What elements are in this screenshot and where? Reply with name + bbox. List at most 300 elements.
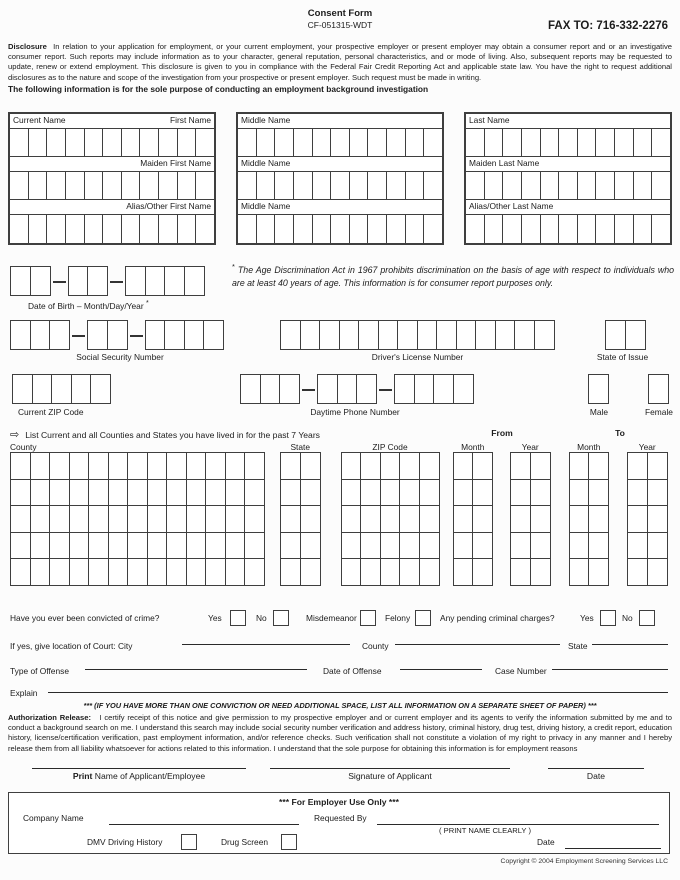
- char-box[interactable]: [399, 479, 420, 507]
- char-box[interactable]: [280, 452, 301, 480]
- char-box[interactable]: [627, 532, 648, 560]
- char-box[interactable]: [588, 558, 609, 586]
- char-box[interactable]: [405, 129, 424, 156]
- char-box[interactable]: [293, 129, 312, 156]
- char-box[interactable]: [651, 129, 670, 156]
- char-box[interactable]: [367, 129, 386, 156]
- char-box[interactable]: [10, 266, 31, 296]
- char-box[interactable]: [588, 505, 609, 533]
- char-box[interactable]: [186, 479, 207, 507]
- char-box[interactable]: [633, 129, 652, 156]
- char-box[interactable]: [274, 215, 293, 243]
- char-box[interactable]: [102, 129, 121, 156]
- char-box[interactable]: [244, 452, 265, 480]
- char-box[interactable]: [300, 320, 321, 350]
- char-box[interactable]: [125, 266, 146, 296]
- char-box[interactable]: [484, 215, 503, 243]
- char-box[interactable]: [530, 479, 551, 507]
- char-box[interactable]: [177, 215, 196, 243]
- char-box[interactable]: [49, 558, 70, 586]
- char-box[interactable]: [380, 479, 401, 507]
- char-box[interactable]: [108, 505, 129, 533]
- char-box[interactable]: [87, 266, 108, 296]
- signature-date-field[interactable]: Date: [548, 768, 644, 781]
- char-box[interactable]: [399, 452, 420, 480]
- char-box[interactable]: [419, 505, 440, 533]
- char-box[interactable]: [540, 172, 559, 199]
- char-box[interactable]: [108, 479, 129, 507]
- char-box[interactable]: [577, 215, 596, 243]
- char-box[interactable]: [195, 172, 214, 199]
- char-box[interactable]: [184, 320, 205, 350]
- char-box[interactable]: [588, 532, 609, 560]
- char-box[interactable]: [166, 479, 187, 507]
- char-box[interactable]: [577, 129, 596, 156]
- char-box[interactable]: [10, 479, 31, 507]
- char-box[interactable]: [46, 215, 65, 243]
- char-box[interactable]: [108, 558, 129, 586]
- char-box[interactable]: [28, 172, 47, 199]
- char-box[interactable]: [164, 266, 185, 296]
- char-box[interactable]: [127, 558, 148, 586]
- char-box[interactable]: [139, 215, 158, 243]
- char-box[interactable]: [158, 129, 177, 156]
- drug-screen-checkbox[interactable]: [281, 834, 297, 850]
- char-box[interactable]: [10, 129, 28, 156]
- char-box[interactable]: [569, 558, 590, 586]
- char-box[interactable]: [453, 479, 474, 507]
- char-box[interactable]: [647, 479, 668, 507]
- char-box[interactable]: [405, 172, 424, 199]
- char-box[interactable]: [300, 532, 321, 560]
- char-box[interactable]: [225, 558, 246, 586]
- char-box[interactable]: [166, 558, 187, 586]
- male-checkbox[interactable]: [588, 374, 609, 404]
- char-box[interactable]: [10, 172, 28, 199]
- char-box[interactable]: [466, 215, 484, 243]
- char-box[interactable]: [627, 558, 648, 586]
- convicted-yes-checkbox[interactable]: [230, 610, 246, 626]
- char-box[interactable]: [225, 505, 246, 533]
- char-box[interactable]: [177, 172, 196, 199]
- char-box[interactable]: [88, 452, 109, 480]
- char-box[interactable]: [69, 558, 90, 586]
- char-box[interactable]: [380, 558, 401, 586]
- char-box[interactable]: [419, 558, 440, 586]
- char-box[interactable]: [244, 558, 265, 586]
- char-box[interactable]: [360, 505, 381, 533]
- char-box[interactable]: [49, 505, 70, 533]
- char-box[interactable]: [577, 172, 596, 199]
- char-box[interactable]: [147, 452, 168, 480]
- char-box[interactable]: [87, 320, 108, 350]
- char-box[interactable]: [514, 320, 535, 350]
- char-box[interactable]: [139, 172, 158, 199]
- misdemeanor-checkbox[interactable]: [360, 610, 376, 626]
- char-box[interactable]: [147, 505, 168, 533]
- char-box[interactable]: [495, 320, 516, 350]
- char-box[interactable]: [337, 374, 358, 404]
- char-box[interactable]: [300, 558, 321, 586]
- char-box[interactable]: [484, 172, 503, 199]
- employer-date-blank[interactable]: [565, 839, 661, 849]
- char-box[interactable]: [521, 215, 540, 243]
- char-box[interactable]: [69, 532, 90, 560]
- dmv-checkbox[interactable]: [181, 834, 197, 850]
- char-box[interactable]: [225, 479, 246, 507]
- char-box[interactable]: [30, 479, 51, 507]
- char-box[interactable]: [647, 558, 668, 586]
- char-box[interactable]: [647, 532, 668, 560]
- char-box[interactable]: [49, 452, 70, 480]
- char-box[interactable]: [358, 320, 379, 350]
- char-box[interactable]: [397, 320, 418, 350]
- char-box[interactable]: [108, 452, 129, 480]
- char-box[interactable]: [205, 479, 226, 507]
- char-box[interactable]: [28, 129, 47, 156]
- char-box[interactable]: [453, 532, 474, 560]
- char-box[interactable]: [423, 172, 442, 199]
- char-box[interactable]: [49, 479, 70, 507]
- char-box[interactable]: [127, 505, 148, 533]
- char-box[interactable]: [466, 129, 484, 156]
- char-box[interactable]: [51, 374, 72, 404]
- char-box[interactable]: [317, 374, 338, 404]
- felony-checkbox[interactable]: [415, 610, 431, 626]
- char-box[interactable]: [145, 320, 166, 350]
- char-box[interactable]: [625, 320, 646, 350]
- char-box[interactable]: [121, 172, 140, 199]
- char-box[interactable]: [69, 452, 90, 480]
- char-box[interactable]: [300, 505, 321, 533]
- char-box[interactable]: [90, 374, 111, 404]
- char-box[interactable]: [186, 558, 207, 586]
- char-box[interactable]: [341, 452, 362, 480]
- char-box[interactable]: [319, 320, 340, 350]
- char-box[interactable]: [225, 532, 246, 560]
- char-box[interactable]: [30, 266, 51, 296]
- char-box[interactable]: [399, 532, 420, 560]
- char-box[interactable]: [88, 558, 109, 586]
- char-box[interactable]: [186, 452, 207, 480]
- court-state-blank[interactable]: [592, 635, 668, 645]
- char-box[interactable]: [147, 532, 168, 560]
- char-box[interactable]: [139, 129, 158, 156]
- char-box[interactable]: [186, 532, 207, 560]
- char-box[interactable]: [595, 172, 614, 199]
- char-box[interactable]: [453, 452, 474, 480]
- char-box[interactable]: [419, 532, 440, 560]
- char-box[interactable]: [330, 215, 349, 243]
- char-box[interactable]: [521, 129, 540, 156]
- char-box[interactable]: [164, 320, 185, 350]
- char-box[interactable]: [330, 172, 349, 199]
- char-box[interactable]: [69, 505, 90, 533]
- char-box[interactable]: [240, 374, 261, 404]
- char-box[interactable]: [145, 266, 166, 296]
- char-box[interactable]: [588, 452, 609, 480]
- char-box[interactable]: [69, 479, 90, 507]
- char-box[interactable]: [46, 129, 65, 156]
- char-box[interactable]: [274, 129, 293, 156]
- char-box[interactable]: [356, 374, 377, 404]
- char-box[interactable]: [30, 452, 51, 480]
- signature-field[interactable]: Signature of Applicant: [270, 768, 510, 781]
- char-box[interactable]: [614, 172, 633, 199]
- char-box[interactable]: [484, 129, 503, 156]
- char-box[interactable]: [534, 320, 555, 350]
- char-box[interactable]: [367, 215, 386, 243]
- char-box[interactable]: [367, 172, 386, 199]
- char-box[interactable]: [510, 505, 531, 533]
- char-box[interactable]: [244, 532, 265, 560]
- female-checkbox[interactable]: [648, 374, 669, 404]
- char-box[interactable]: [417, 320, 438, 350]
- char-box[interactable]: [312, 129, 331, 156]
- char-box[interactable]: [614, 215, 633, 243]
- char-box[interactable]: [68, 266, 89, 296]
- char-box[interactable]: [453, 374, 474, 404]
- char-box[interactable]: [453, 505, 474, 533]
- char-box[interactable]: [595, 215, 614, 243]
- char-box[interactable]: [472, 558, 493, 586]
- char-box[interactable]: [184, 266, 205, 296]
- char-box[interactable]: [405, 215, 424, 243]
- char-box[interactable]: [588, 479, 609, 507]
- char-box[interactable]: [177, 129, 196, 156]
- char-box[interactable]: [203, 320, 224, 350]
- char-box[interactable]: [102, 215, 121, 243]
- char-box[interactable]: [10, 505, 31, 533]
- char-box[interactable]: [121, 215, 140, 243]
- char-box[interactable]: [10, 320, 31, 350]
- char-box[interactable]: [341, 532, 362, 560]
- char-box[interactable]: [102, 172, 121, 199]
- char-box[interactable]: [595, 129, 614, 156]
- char-box[interactable]: [423, 215, 442, 243]
- char-box[interactable]: [158, 215, 177, 243]
- char-box[interactable]: [540, 129, 559, 156]
- char-box[interactable]: [341, 558, 362, 586]
- char-box[interactable]: [633, 215, 652, 243]
- char-box[interactable]: [65, 215, 84, 243]
- explain-blank[interactable]: [48, 683, 668, 693]
- char-box[interactable]: [166, 505, 187, 533]
- char-box[interactable]: [158, 172, 177, 199]
- char-box[interactable]: [540, 215, 559, 243]
- char-box[interactable]: [49, 532, 70, 560]
- char-box[interactable]: [399, 505, 420, 533]
- char-box[interactable]: [30, 532, 51, 560]
- char-box[interactable]: [502, 129, 521, 156]
- requested-by-blank[interactable]: [377, 815, 659, 825]
- char-box[interactable]: [360, 558, 381, 586]
- char-box[interactable]: [195, 129, 214, 156]
- char-box[interactable]: [147, 558, 168, 586]
- char-box[interactable]: [647, 505, 668, 533]
- char-box[interactable]: [510, 479, 531, 507]
- char-box[interactable]: [127, 532, 148, 560]
- char-box[interactable]: [569, 479, 590, 507]
- char-box[interactable]: [256, 129, 275, 156]
- char-box[interactable]: [386, 215, 405, 243]
- char-box[interactable]: [71, 374, 92, 404]
- char-box[interactable]: [127, 479, 148, 507]
- char-box[interactable]: [341, 505, 362, 533]
- char-box[interactable]: [28, 215, 47, 243]
- char-box[interactable]: [510, 558, 531, 586]
- char-box[interactable]: [386, 172, 405, 199]
- char-box[interactable]: [65, 172, 84, 199]
- char-box[interactable]: [530, 505, 551, 533]
- char-box[interactable]: [205, 452, 226, 480]
- company-name-blank[interactable]: [109, 815, 299, 825]
- char-box[interactable]: [453, 558, 474, 586]
- char-box[interactable]: [312, 172, 331, 199]
- char-box[interactable]: [627, 505, 648, 533]
- char-box[interactable]: [530, 558, 551, 586]
- char-box[interactable]: [558, 215, 577, 243]
- char-box[interactable]: [32, 374, 53, 404]
- char-box[interactable]: [280, 505, 301, 533]
- char-box[interactable]: [378, 320, 399, 350]
- char-box[interactable]: [647, 452, 668, 480]
- char-box[interactable]: [360, 479, 381, 507]
- char-box[interactable]: [330, 129, 349, 156]
- char-box[interactable]: [279, 374, 300, 404]
- char-box[interactable]: [530, 532, 551, 560]
- char-box[interactable]: [419, 479, 440, 507]
- char-box[interactable]: [238, 172, 256, 199]
- char-box[interactable]: [84, 215, 103, 243]
- char-box[interactable]: [360, 452, 381, 480]
- char-box[interactable]: [349, 129, 368, 156]
- offense-type-blank[interactable]: [85, 660, 307, 670]
- char-box[interactable]: [108, 532, 129, 560]
- char-box[interactable]: [380, 452, 401, 480]
- char-box[interactable]: [12, 374, 33, 404]
- char-box[interactable]: [88, 532, 109, 560]
- pending-yes-checkbox[interactable]: [600, 610, 616, 626]
- char-box[interactable]: [10, 215, 28, 243]
- char-box[interactable]: [569, 452, 590, 480]
- char-box[interactable]: [166, 452, 187, 480]
- char-box[interactable]: [510, 532, 531, 560]
- char-box[interactable]: [502, 172, 521, 199]
- char-box[interactable]: [472, 452, 493, 480]
- char-box[interactable]: [10, 532, 31, 560]
- char-box[interactable]: [238, 215, 256, 243]
- char-box[interactable]: [423, 129, 442, 156]
- char-box[interactable]: [530, 452, 551, 480]
- char-box[interactable]: [256, 215, 275, 243]
- char-box[interactable]: [651, 215, 670, 243]
- char-box[interactable]: [558, 129, 577, 156]
- char-box[interactable]: [244, 505, 265, 533]
- char-box[interactable]: [49, 320, 70, 350]
- char-box[interactable]: [300, 479, 321, 507]
- court-county-blank[interactable]: [395, 635, 560, 645]
- char-box[interactable]: [84, 129, 103, 156]
- char-box[interactable]: [293, 215, 312, 243]
- char-box[interactable]: [380, 505, 401, 533]
- char-box[interactable]: [280, 532, 301, 560]
- char-box[interactable]: [386, 129, 405, 156]
- char-box[interactable]: [312, 215, 331, 243]
- char-box[interactable]: [30, 320, 51, 350]
- char-box[interactable]: [205, 505, 226, 533]
- char-box[interactable]: [419, 452, 440, 480]
- char-box[interactable]: [360, 532, 381, 560]
- char-box[interactable]: [10, 452, 31, 480]
- char-box[interactable]: [633, 172, 652, 199]
- char-box[interactable]: [244, 479, 265, 507]
- char-box[interactable]: [84, 172, 103, 199]
- char-box[interactable]: [300, 452, 321, 480]
- char-box[interactable]: [107, 320, 128, 350]
- char-box[interactable]: [127, 452, 148, 480]
- char-box[interactable]: [380, 532, 401, 560]
- pending-no-checkbox[interactable]: [639, 610, 655, 626]
- char-box[interactable]: [65, 129, 84, 156]
- court-city-blank[interactable]: [182, 635, 350, 645]
- char-box[interactable]: [349, 215, 368, 243]
- char-box[interactable]: [10, 558, 31, 586]
- case-number-blank[interactable]: [552, 660, 668, 670]
- char-box[interactable]: [280, 479, 301, 507]
- char-box[interactable]: [399, 558, 420, 586]
- char-box[interactable]: [558, 172, 577, 199]
- offense-date-blank[interactable]: [400, 660, 482, 670]
- char-box[interactable]: [627, 479, 648, 507]
- char-box[interactable]: [225, 452, 246, 480]
- char-box[interactable]: [280, 558, 301, 586]
- char-box[interactable]: [293, 172, 312, 199]
- char-box[interactable]: [205, 532, 226, 560]
- char-box[interactable]: [569, 505, 590, 533]
- char-box[interactable]: [614, 129, 633, 156]
- char-box[interactable]: [46, 172, 65, 199]
- char-box[interactable]: [339, 320, 360, 350]
- char-box[interactable]: [280, 320, 301, 350]
- char-box[interactable]: [502, 215, 521, 243]
- char-box[interactable]: [436, 320, 457, 350]
- char-box[interactable]: [205, 558, 226, 586]
- char-box[interactable]: [456, 320, 477, 350]
- char-box[interactable]: [238, 129, 256, 156]
- char-box[interactable]: [195, 215, 214, 243]
- char-box[interactable]: [472, 479, 493, 507]
- convicted-no-checkbox[interactable]: [273, 610, 289, 626]
- char-box[interactable]: [414, 374, 435, 404]
- char-box[interactable]: [121, 129, 140, 156]
- char-box[interactable]: [260, 374, 281, 404]
- char-box[interactable]: [605, 320, 626, 350]
- char-box[interactable]: [521, 172, 540, 199]
- char-box[interactable]: [472, 532, 493, 560]
- char-box[interactable]: [472, 505, 493, 533]
- char-box[interactable]: [88, 479, 109, 507]
- char-box[interactable]: [510, 452, 531, 480]
- char-box[interactable]: [166, 532, 187, 560]
- char-box[interactable]: [651, 172, 670, 199]
- char-box[interactable]: [627, 452, 648, 480]
- char-box[interactable]: [394, 374, 415, 404]
- char-box[interactable]: [569, 532, 590, 560]
- char-box[interactable]: [349, 172, 368, 199]
- char-box[interactable]: [466, 172, 484, 199]
- print-name-field[interactable]: [32, 768, 246, 781]
